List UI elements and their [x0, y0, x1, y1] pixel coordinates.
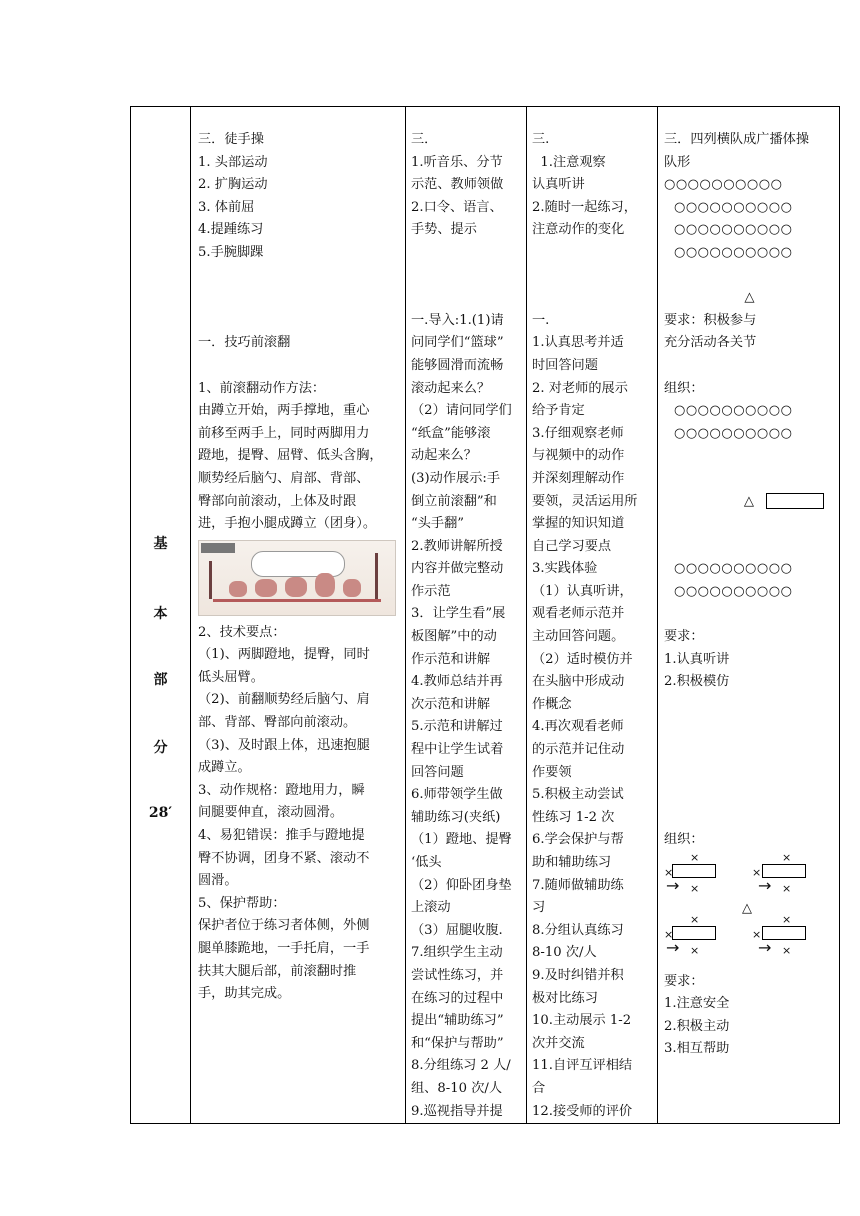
requirement-line: 充分活动各关节	[664, 335, 757, 351]
activity-line: 4.再次观看老师	[532, 719, 624, 735]
content-line: 臀不协调，团身不紧、滚动不	[198, 850, 370, 866]
direction-arrow-icon: →	[758, 876, 772, 895]
content-line: 蹬地，提臀、屈臂、低头含胸，	[198, 448, 383, 464]
activity-line: 8.分组认真练习	[532, 922, 624, 938]
activity-line: 10.主动展示 1-2	[532, 1013, 632, 1029]
requirement-line: 1.注意安全	[664, 996, 730, 1012]
skill-title: 一．技巧前滚翻	[198, 335, 291, 351]
content-line: 前移至两手上，同时两脚用力	[198, 425, 370, 441]
activity-line: 三.	[532, 132, 550, 147]
helper-mark: ×	[690, 913, 700, 926]
activity-line: 11.自评互评相结	[532, 1058, 633, 1074]
activity-line: 示范、教师领做	[411, 177, 504, 193]
activity-line: 自己学习要点	[532, 538, 612, 554]
activity-line: （2）适时模仿并	[532, 651, 633, 667]
activity-line: 辅助练习(夹纸)	[411, 809, 501, 825]
activity-line: 次示范和讲解	[411, 696, 491, 712]
requirement-line: 要求：	[664, 629, 704, 645]
activity-line: 3.实践体验	[532, 561, 598, 577]
activity-line: 12.接受师的评价	[532, 1103, 633, 1119]
activity-line: 7.组织学生主动	[411, 945, 503, 961]
activity-line: 和“保护与帮助”	[411, 1035, 504, 1051]
student-activity-column	[527, 107, 658, 1124]
requirement-line: 3.相互帮助	[664, 1041, 730, 1057]
activity-line: 的示范并记住动	[532, 742, 625, 758]
helper-mark: ×	[690, 882, 700, 895]
activity-line: (3)动作展示:手	[411, 470, 501, 486]
lesson-plan-table	[130, 106, 840, 1124]
activity-line: 要领，灵活运用所	[532, 493, 638, 509]
activity-line: 认真听讲	[532, 177, 585, 193]
helper-mark: ×	[782, 913, 792, 926]
student-row: ○○○○○○○○○○	[674, 222, 793, 238]
helper-mark: ×	[782, 944, 792, 957]
student-row: ○○○○○○○○○○	[674, 244, 793, 260]
activity-line: 5.示范和讲解过	[411, 719, 503, 735]
activity-line: 给予肯定	[532, 403, 585, 419]
content-line: 1. 头部运动	[198, 154, 268, 170]
activity-line: 2.口令、语言、	[411, 199, 503, 215]
activity-line: 2.随时一起练习，	[532, 199, 637, 215]
content-line: 由蹲立开始，两手撑地，重心	[198, 403, 370, 419]
activity-line: ‘低头	[411, 855, 442, 870]
activity-line: 9.及时纠错并积	[532, 967, 624, 983]
activity-line: 极对比练习	[532, 990, 598, 1006]
activity-line: 作示范	[411, 583, 451, 599]
activity-line: 在练习的过程中	[411, 990, 504, 1006]
content-line: 三．徒手操	[198, 132, 264, 147]
activity-line: 3.仔细观察老师	[532, 425, 624, 441]
teacher-position-icon: △	[742, 901, 752, 916]
activity-line: 一.	[532, 312, 550, 328]
content-line: 低头屈臂。	[198, 669, 264, 685]
activity-line: 合	[532, 1080, 546, 1096]
activity-line: 注意动作的变化	[532, 222, 625, 238]
activity-line: 时回答问题	[532, 357, 598, 373]
method-title: 1、前滚翻动作方法：	[198, 380, 326, 396]
requirement-line: 要求：积极参与	[664, 312, 757, 328]
section-label-char: 分	[153, 740, 168, 756]
student-row: ○○○○○○○○○○	[674, 583, 793, 599]
helper-mark: ×	[752, 928, 762, 941]
activity-line: 三．	[411, 132, 438, 147]
activity-line: 提出“辅助练习”	[411, 1013, 504, 1029]
student-row: ○○○○○○○○○○	[664, 177, 783, 193]
activity-line: 2. 对老师的展示	[532, 380, 628, 396]
activity-line: （2）请问同学们	[411, 403, 512, 419]
activity-line: 能够圆滑而流畅	[411, 357, 504, 373]
activity-line: 8-10 次/人	[532, 945, 597, 961]
direction-arrow-icon: →	[666, 938, 680, 957]
activity-line: 3．让学生看”展	[411, 606, 506, 622]
activity-line: 2.教师讲解所授	[411, 538, 503, 554]
content-line: 腿单膝跪地，一手托肩，一手	[198, 941, 370, 956]
activity-line: （2）仰卧团身垫	[411, 877, 512, 893]
activity-line: 6.学会保护与帮	[532, 832, 624, 848]
activity-line: 程中让学生试着	[411, 742, 504, 758]
activity-line: 回答问题	[411, 764, 464, 780]
group-formation-diagram	[664, 851, 835, 957]
content-line: 间腿要伸直，滚动圆滑。	[198, 805, 344, 821]
activity-line: 作要领	[532, 764, 572, 780]
activity-line: 动起来么？	[411, 448, 477, 464]
activity-line: 1.认真思考并适	[532, 335, 624, 351]
content-line: 手，助其完成。	[198, 986, 291, 1002]
content-line: 2. 扩胸运动	[198, 177, 268, 193]
activity-line: 并深刻理解动作	[532, 470, 625, 486]
helper-mark: ×	[664, 928, 674, 941]
activity-line: 5.积极主动尝试	[532, 787, 624, 803]
activity-line: 尝试性练习，并	[411, 967, 504, 983]
activity-line: 上滚动	[411, 900, 451, 916]
activity-line: 板图解”中的动	[411, 629, 497, 645]
teacher-position-icon: △	[743, 493, 755, 509]
forward-roll-illustration	[198, 540, 396, 616]
content-line: 部、背部、臀部向前滚动。	[198, 715, 357, 731]
content-column	[191, 107, 406, 1124]
content-line: 保护者位于练习者体侧，外侧	[198, 918, 370, 934]
student-row: ○○○○○○○○○○	[674, 425, 793, 441]
activity-line: 次并交流	[532, 1035, 585, 1051]
content-line: 5、保护帮助：	[198, 895, 286, 911]
content-line: 2、技术要点：	[198, 624, 286, 640]
activity-line: 问同学们“篮球”	[411, 335, 504, 351]
section-label-cell	[131, 107, 191, 1124]
direction-arrow-icon: →	[758, 938, 772, 957]
content-line: 3、动作规格：蹬地用力，瞬	[198, 782, 365, 798]
organization-label: 组织：	[664, 832, 704, 848]
content-line: 5.手腕脚踝	[198, 244, 264, 260]
content-line: 顺势经后脑勺、肩部、背部、	[198, 470, 370, 486]
student-row: ○○○○○○○○○○	[674, 199, 793, 215]
content-line: 扶其大腿后部，前滚翻时推	[198, 963, 357, 979]
activity-line: 6.师带领学生做	[411, 787, 503, 803]
requirement-line: 1.认真听讲	[664, 651, 730, 667]
content-line: （2)、前翻顺势经后脑勺、肩	[198, 692, 370, 708]
helper-mark: ×	[664, 866, 674, 879]
activity-line: 内容并做完整动	[411, 561, 504, 577]
content-line: 臀部向前滚动，上体及时跟	[198, 493, 357, 509]
activity-line: 作概念	[532, 696, 572, 712]
content-line: （3)、及时跟上体，迅速抱腿	[198, 737, 370, 753]
content-line: 圆滑。	[198, 873, 238, 889]
organization-label: 组织：	[664, 380, 704, 396]
helper-mark: ×	[690, 851, 700, 864]
activity-line: 滚动起来么？	[411, 380, 491, 396]
activity-line: 在头脑中形成动	[532, 674, 625, 690]
section-label-char: 本	[153, 606, 168, 622]
activity-line: 观看老师示范并	[532, 606, 625, 622]
section-label-char: 部	[153, 672, 168, 688]
content-line: 进，手抱小腿成蹲立（团身）。	[198, 516, 377, 532]
activity-line: “纸盒”能够滚	[411, 425, 491, 441]
formation-title: 三．四列横队成广播体操	[664, 132, 810, 147]
activity-line: 与视频中的动作	[532, 448, 625, 464]
activity-line: 1.听音乐、分节	[411, 154, 503, 170]
activity-line: 性练习 1-2 次	[532, 809, 615, 825]
activity-line: 8.分组练习 2 人/	[411, 1058, 511, 1074]
content-line: 成蹲立。	[198, 760, 251, 776]
teacher-activity-column	[406, 107, 527, 1124]
mat-icon	[766, 493, 824, 509]
content-line: （1)、两脚蹬地，提臀，同时	[198, 647, 370, 663]
activity-line: 掌握的知识知道	[532, 516, 625, 532]
section-duration: 28′	[148, 805, 173, 821]
requirement-line: 2.积极模仿	[664, 674, 730, 690]
activity-line: （3）屈腿收腹.	[411, 922, 503, 938]
direction-arrow-icon: →	[666, 876, 680, 895]
activity-line: 主动回答问题。	[532, 629, 625, 645]
requirement-line: 要求：	[664, 973, 704, 989]
activity-line: 作示范和讲解	[411, 651, 491, 667]
helper-mark: ×	[782, 851, 792, 864]
activity-line: （1）蹬地、提臀	[411, 832, 512, 848]
helper-mark: ×	[782, 882, 792, 895]
formation-title: 队形	[664, 154, 691, 170]
activity-line: （1）认真听讲，	[532, 583, 633, 599]
activity-line: 倒立前滚翻”和	[411, 493, 497, 509]
activity-line: 1.注意观察	[532, 154, 606, 170]
activity-line: 助和辅助练习	[532, 855, 612, 870]
activity-line: 手势、提示	[411, 222, 477, 238]
teacher-position-icon: △	[744, 290, 755, 306]
activity-line: “头手翻”	[411, 516, 465, 532]
helper-mark: ×	[752, 866, 762, 879]
activity-line: 7.随师做辅助练	[532, 877, 624, 893]
requirement-line: 2.积极主动	[664, 1018, 730, 1034]
organization-column	[658, 107, 840, 1124]
content-line: 4.提踵练习	[198, 222, 264, 238]
student-row: ○○○○○○○○○○	[674, 403, 793, 419]
activity-line: 组、8-10 次/人	[411, 1080, 503, 1096]
helper-mark: ×	[690, 944, 700, 957]
section-label-char: 基	[153, 536, 168, 552]
activity-line: 习	[532, 900, 546, 916]
content-line: 3. 体前屈	[198, 199, 255, 215]
content-line: 4、易犯错误：推手与蹬地提	[198, 828, 365, 844]
activity-line: 9.巡视指导并提	[411, 1103, 503, 1119]
activity-line: 4.教师总结并再	[411, 674, 503, 690]
student-row: ○○○○○○○○○○	[674, 561, 793, 577]
activity-line: 一.导入:1.(1)请	[411, 312, 504, 328]
